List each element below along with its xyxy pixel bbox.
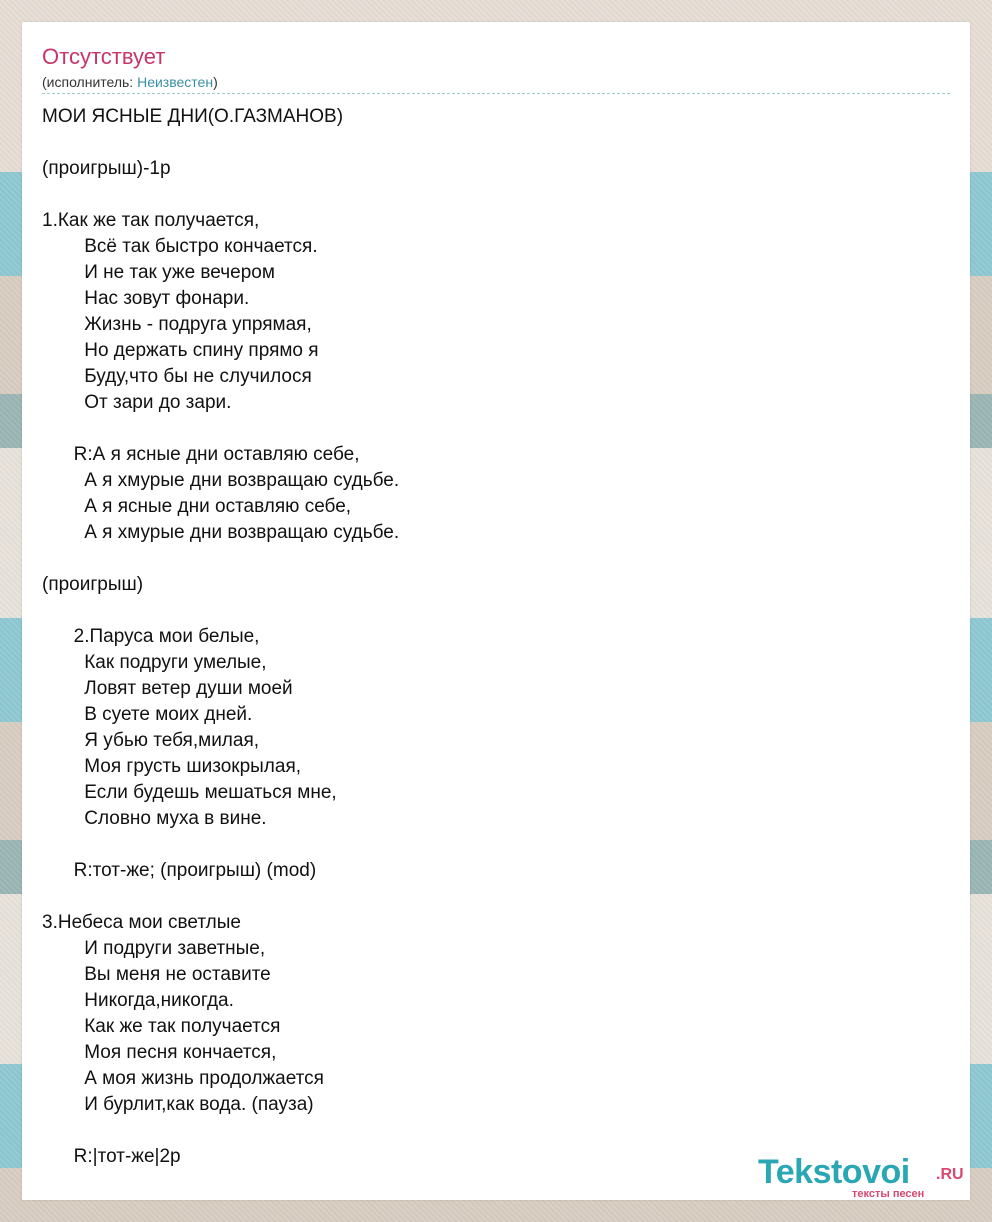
site-logo[interactable] [758, 1154, 968, 1200]
artist-prefix: (исполнитель: [42, 74, 138, 90]
header-divider [42, 93, 950, 94]
artist-suffix: ) [213, 74, 218, 90]
logo-main-text: Tekstovoi [758, 1153, 910, 1191]
artist-link[interactable]: Неизвестен [137, 74, 214, 90]
lyrics-card [22, 22, 970, 1200]
artist-line [42, 73, 218, 91]
logo-tagline: тексты песен [852, 1188, 925, 1200]
song-title: Отсутствует [42, 44, 166, 69]
logo-domain-text: .RU [936, 1166, 964, 1183]
lyrics-text: МОИ ЯСНЫЕ ДНИ(О.ГАЗМАНОВ) (проигрыш)-1р 1.Как же так получается, Всё так быстро кончается. И не так уже вечером Нас зовут фонари. Жизнь - подруга упрямая, Но держать спину прямо я Буду,что бы не случилося От зари до зари. R:А я ясные дни оставляю себе, А я хмурые дни возвращаю судьбе. А я ясные дни оставляю себе, А я хмурые дни возвращаю судьбе. (проигрыш) 2.Паруса мои белые, Как подруги умелые, Ловят ветер души моей В суете моих дней. Я убью тебя,милая, Моя грусть шизокрылая, Если будешь мешаться мне, Словно муха в вине. R:тот-же; (проигрыш) (mod) 3.Небеса мои светлые И подруги заветные, Вы меня не оставите Никогда,никогда. Как же так получается Моя песня кончается, А моя жизнь продолжается И бурлит,как вода. (пауза) R:|тот-же|2р [42, 106, 400, 1167]
